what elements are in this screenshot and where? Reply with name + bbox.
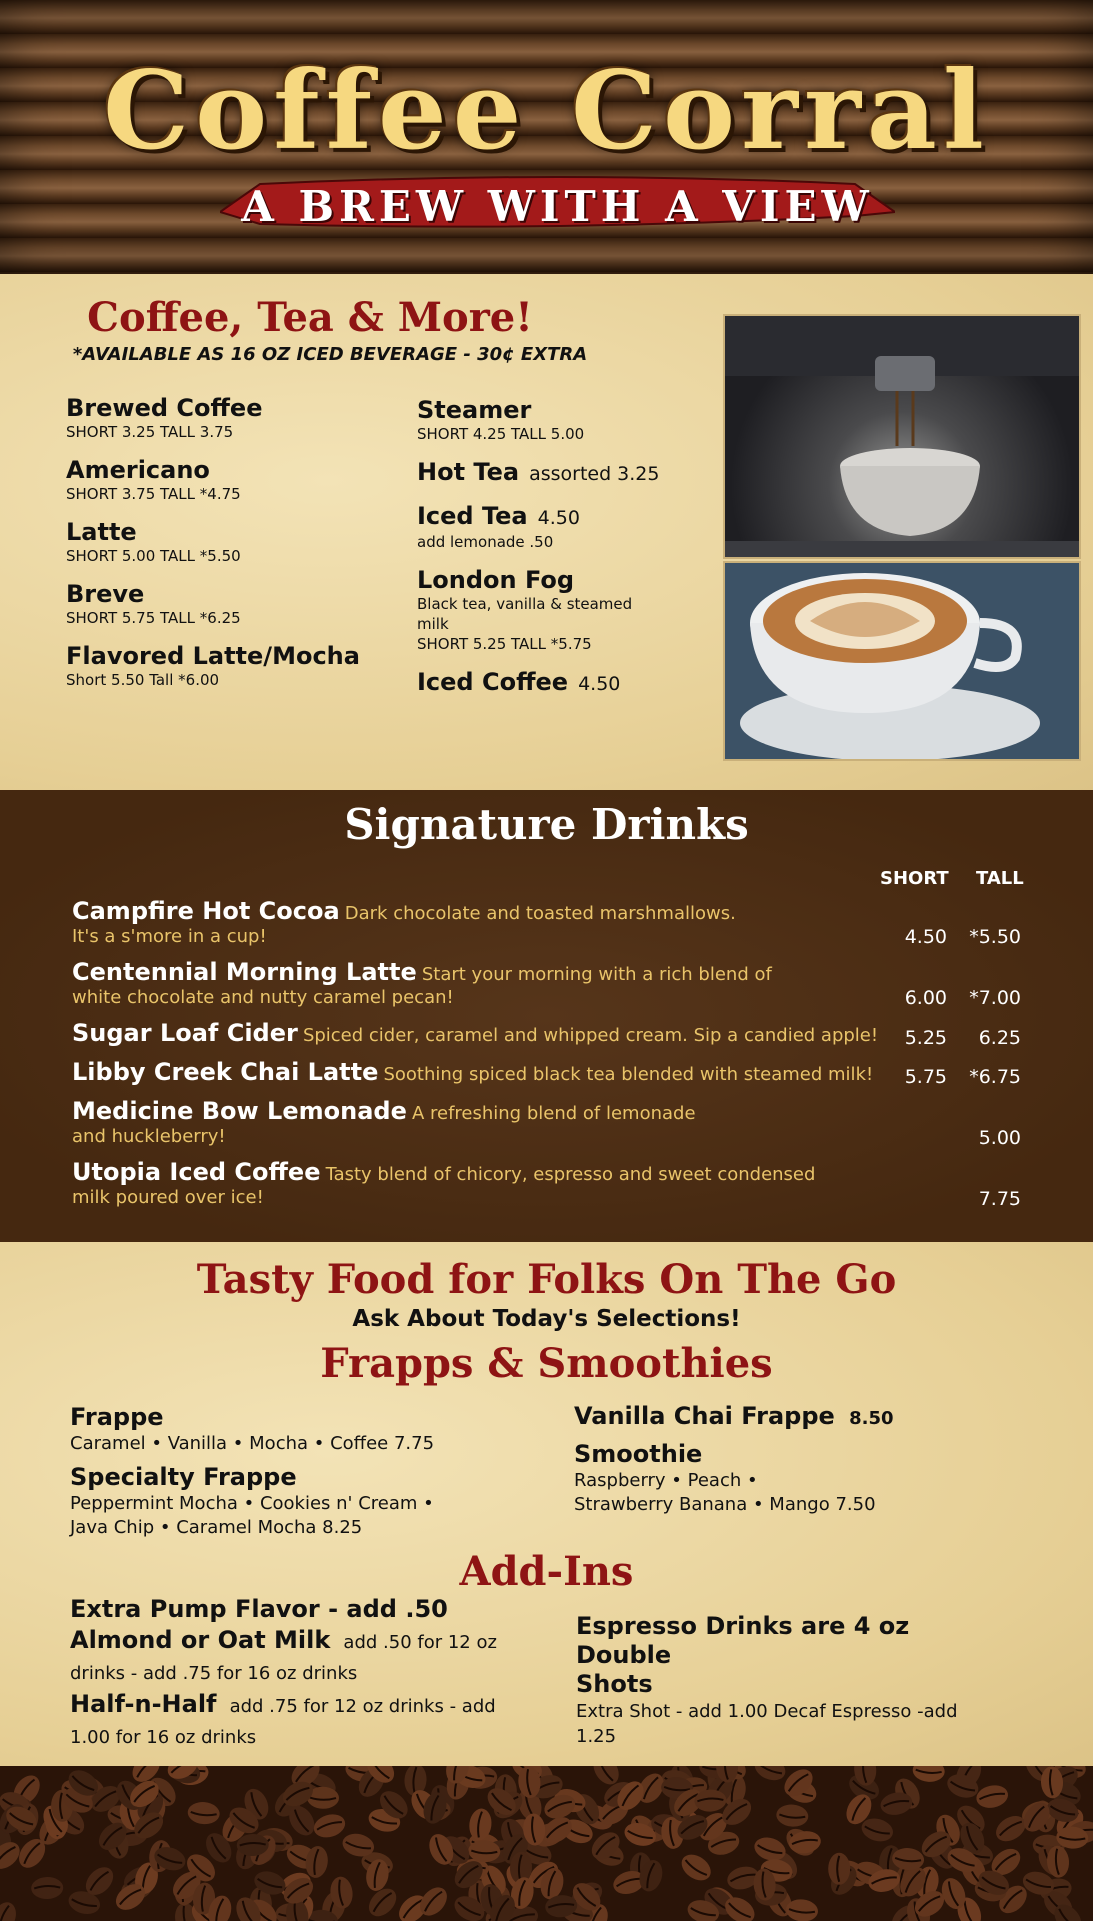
specialty-flavors: Peppermint Mocha • Cookies n' Cream • (70, 1493, 434, 1514)
item-name: Iced Tea (417, 502, 528, 530)
item-name: Hot Tea (417, 458, 520, 486)
menu-item (417, 566, 667, 654)
tagline-ribbon (220, 176, 895, 234)
milk-option-price: drinks - add .75 for 16 oz drinks (70, 1663, 358, 1684)
drink-desc: milk poured over ice! (72, 1187, 264, 1208)
specialty-frappe-name: Specialty Frappe (70, 1463, 297, 1491)
specialty-flavors: Java Chip • Caramel Mocha 8.25 (70, 1517, 363, 1538)
half-n-half-price: 1.00 for 16 oz drinks (70, 1727, 257, 1748)
addins-left-column (70, 1594, 510, 1753)
item-prices: SHORT 5.25 TALL *5.75 (417, 635, 592, 653)
smoothie-flavors: Strawberry Banana • Mango 7.50 (574, 1494, 876, 1515)
drink-desc: Dark chocolate and toasted marshmallows. (344, 903, 736, 924)
section-subtitle: *AVAILABLE AS 16 OZ ICED BEVERAGE - 30¢ EXTRA (72, 344, 588, 365)
tagline-text: A BREW WITH A VIEW (241, 182, 874, 231)
drink-desc: It's a s'more in a cup! (72, 926, 267, 947)
menu-item (417, 396, 667, 444)
signature-drink (72, 1097, 872, 1148)
item-name: Flavored Latte/Mocha (66, 642, 360, 670)
menu-item (66, 456, 366, 504)
item-prices: SHORT 5.75 TALL *6.25 (66, 609, 241, 627)
item-name: Latte (66, 518, 137, 546)
menu-item (66, 580, 366, 628)
item-name: Brewed Coffee (66, 394, 263, 422)
coffee-tea-section (0, 274, 1093, 790)
item-note: add lemonade .50 (417, 533, 554, 551)
frappe-name: Frappe (70, 1403, 164, 1431)
half-n-half-price: add .75 for 12 oz drinks - add (229, 1696, 496, 1717)
frapps-title: Frapps & Smoothies (320, 1340, 773, 1387)
signature-drink (72, 1019, 892, 1047)
drink-desc: Start your morning with a rich blend of (421, 964, 772, 985)
drink-desc: and huckleberry! (72, 1126, 226, 1147)
drink-name: Utopia Iced Coffee (72, 1158, 321, 1186)
vanilla-chai-price: 8.50 (849, 1408, 894, 1429)
column-header-short: SHORT (880, 868, 949, 889)
item-price: 4.50 (537, 507, 580, 529)
price-tall: *7.00 (969, 987, 1021, 1009)
drink-desc: A refreshing blend of lemonade (411, 1103, 696, 1124)
frappe-flavors: Caramel • Vanilla • Mocha • Coffee 7.75 (70, 1433, 435, 1454)
milk-option-price: add .50 for 12 oz (343, 1632, 497, 1653)
signature-drink (72, 1058, 892, 1086)
drink-name: Sugar Loaf Cider (72, 1019, 298, 1047)
drink-desc: Tasty blend of chicory, espresso and sweet condensed (325, 1164, 816, 1185)
latte-illustration (725, 563, 1081, 761)
espresso-note: Espresso Drinks are 4 oz Double (576, 1612, 910, 1669)
signature-drink (72, 1158, 872, 1209)
addins-title: Add-Ins (459, 1548, 634, 1595)
drink-name: Medicine Bow Lemonade (72, 1097, 407, 1125)
price-tall: 6.25 (978, 1027, 1021, 1049)
drink-desc: white chocolate and nutty caramel pecan! (72, 987, 454, 1008)
item-price: 4.50 (578, 673, 621, 695)
smoothie-name: Smoothie (574, 1440, 703, 1468)
right-menu-column (417, 396, 667, 712)
item-prices: SHORT 3.75 TALL *4.75 (66, 485, 241, 503)
signature-drinks-section (0, 790, 1093, 1242)
signature-drink (72, 897, 872, 948)
item-price: assorted 3.25 (529, 463, 660, 485)
left-menu-column (66, 394, 366, 704)
food-subtitle: Ask About Today's Selections! (352, 1306, 741, 1332)
espresso-machine-photo (723, 314, 1081, 559)
price-tall: 7.75 (978, 1188, 1021, 1210)
price-short: 5.25 (904, 1027, 947, 1049)
drink-name: Campfire Hot Cocoa (72, 897, 340, 925)
extra-shot-note: Extra Shot - add 1.00 Decaf Espresso -add (576, 1701, 958, 1722)
drink-name: Centennial Morning Latte (72, 958, 417, 986)
menu-item (66, 518, 366, 566)
coffee-beans-footer (0, 1766, 1093, 1921)
item-prices: SHORT 4.25 TALL 5.00 (417, 425, 585, 443)
espresso-note: Shots (576, 1670, 653, 1698)
logo-title: Coffee Corral (103, 48, 990, 174)
drink-desc: Soothing spiced black tea blended with steamed milk! (383, 1064, 874, 1085)
vanilla-chai-name: Vanilla Chai Frappe (574, 1402, 835, 1430)
item-prices: SHORT 3.25 TALL 3.75 (66, 423, 234, 441)
item-name: Americano (66, 456, 210, 484)
section-title: Signature Drinks (344, 800, 749, 849)
price-short: 4.50 (904, 926, 947, 948)
drink-name: Libby Creek Chai Latte (72, 1058, 379, 1086)
item-name: Iced Coffee (417, 668, 569, 696)
extra-shot-note: 1.25 (576, 1726, 617, 1747)
price-tall: *6.75 (969, 1066, 1021, 1088)
half-n-half-name: Half-n-Half (70, 1690, 217, 1718)
menu-item (66, 642, 366, 690)
price-short: 5.75 (904, 1066, 947, 1088)
column-header-tall: TALL (976, 868, 1024, 889)
coffee-beans-image (0, 1766, 1093, 1921)
frapps-right-column (574, 1401, 1054, 1517)
menu-item (417, 458, 667, 488)
food-title: Tasty Food for Folks On The Go (196, 1256, 897, 1303)
item-desc: Black tea, vanilla & steamed milk (417, 595, 633, 633)
addins-right-column (576, 1612, 1006, 1749)
drink-desc: Spiced cider, caramel and whipped cream. Sip a candied apple! (302, 1025, 879, 1046)
pump-flavor: Extra Pump Flavor - add .50 (70, 1595, 448, 1623)
frapps-left-column (70, 1402, 550, 1540)
item-name: Breve (66, 580, 145, 608)
espresso-illustration (725, 316, 1081, 559)
price-tall: *5.50 (969, 926, 1021, 948)
item-name: London Fog (417, 566, 575, 594)
price-tall: 5.00 (978, 1127, 1021, 1149)
food-frapps-addins-section (0, 1242, 1093, 1766)
menu-item (66, 394, 366, 442)
latte-art-photo (723, 561, 1081, 761)
signature-drink (72, 958, 872, 1009)
section-title: Coffee, Tea & More! (87, 294, 533, 341)
item-name: Steamer (417, 396, 532, 424)
milk-option-name: Almond or Oat Milk (70, 1626, 331, 1654)
price-short: 6.00 (904, 987, 947, 1009)
menu-item (417, 502, 667, 552)
menu-item (417, 668, 667, 698)
smoothie-flavors: Raspberry • Peach • (574, 1470, 758, 1491)
item-prices: SHORT 5.00 TALL *5.50 (66, 547, 241, 565)
item-prices: Short 5.50 Tall *6.00 (66, 671, 220, 689)
header-banner (0, 0, 1093, 274)
